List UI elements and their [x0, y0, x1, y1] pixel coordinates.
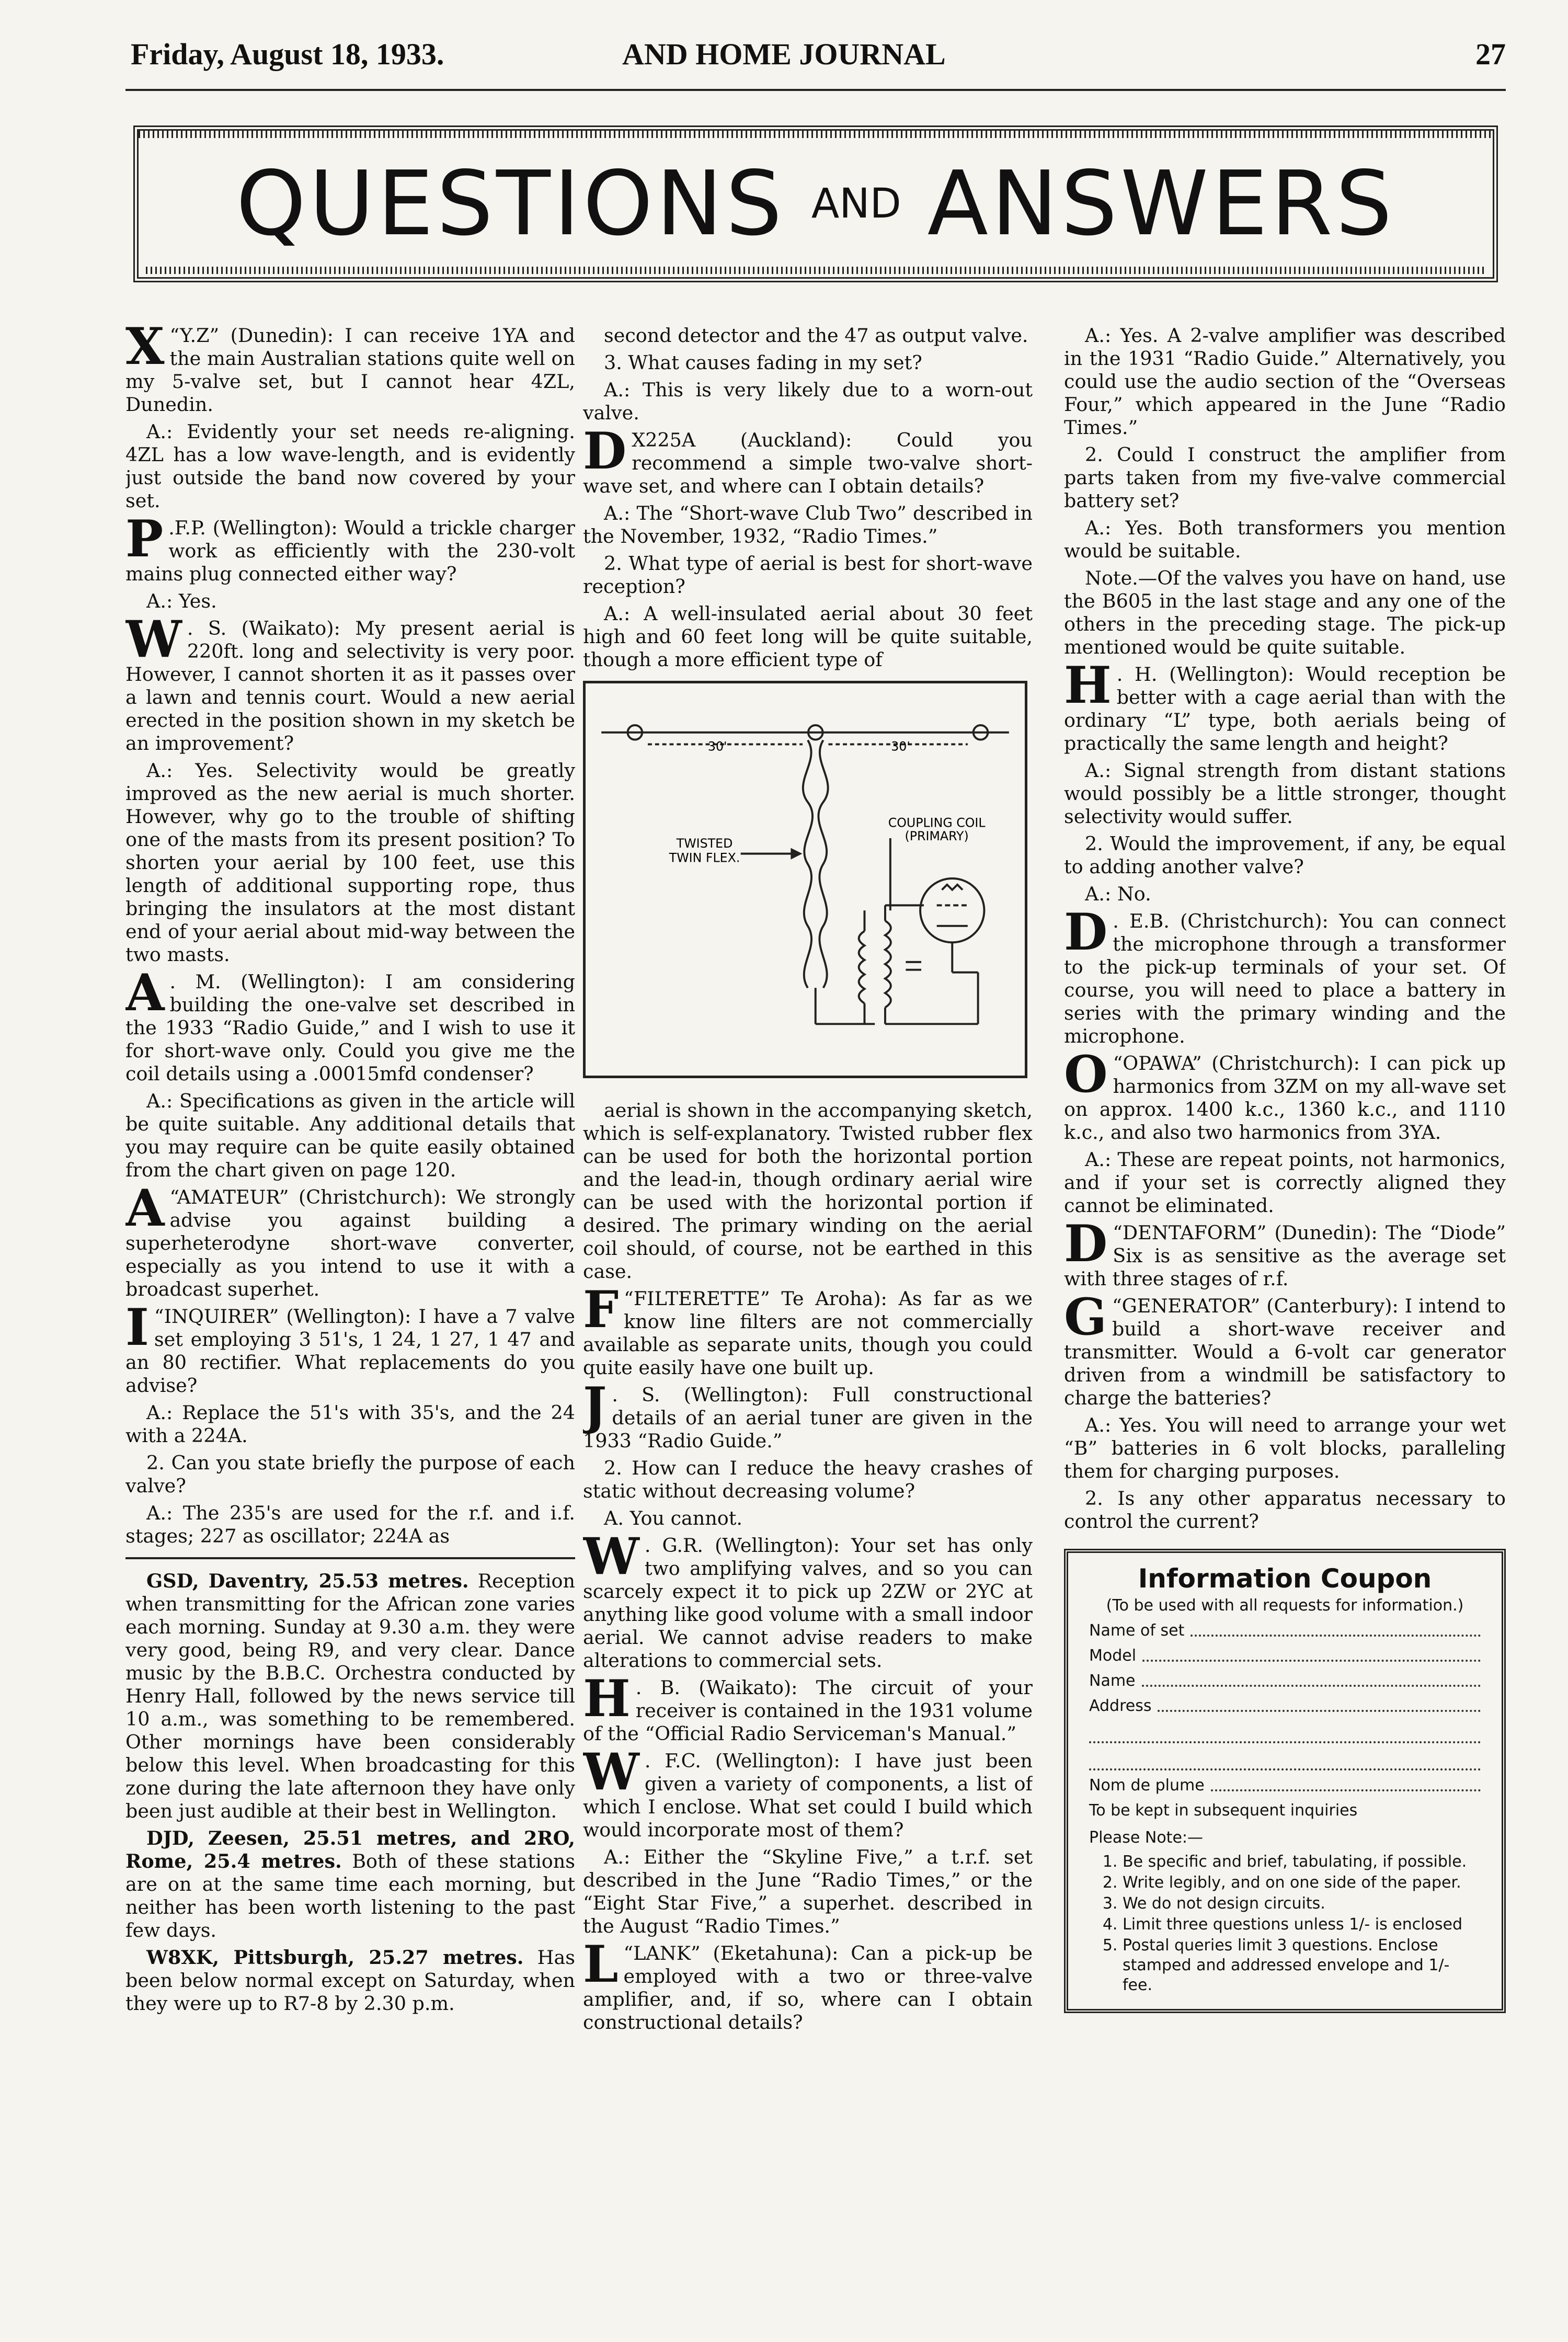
paragraph — [1064, 1214, 1506, 1290]
paragraph — [125, 420, 575, 512]
paragraph-text: A.: Replace the 51's with 35's, and the 24 with a 224A. — [125, 1401, 575, 1447]
paragraph — [1064, 1148, 1506, 1217]
paragraph-text: “LANK” (Eketahuna): Can a pick-up be employed with a two or three-valve amplifier, and, if so, where can I obtain constructional details? — [583, 1942, 1033, 2033]
drop-cap: P — [125, 509, 164, 568]
diagram-dimension-right: 30' — [891, 739, 910, 754]
information-coupon — [1064, 1549, 1506, 2013]
paragraph-text: A. You cannot. — [604, 1507, 743, 1529]
paragraph-text: 2. Can you state briefly the purpose of each valve? — [125, 1452, 575, 1497]
coupon-rules — [1089, 1852, 1481, 1995]
paragraph — [583, 421, 1033, 498]
paragraph — [583, 1935, 1033, 2034]
banner-word-and: AND — [811, 180, 901, 227]
drop-cap: F — [583, 1280, 619, 1339]
paragraph-text: A.: The “Short-wave Club Two” described in the November, 1932, “Radio Times.” — [583, 502, 1033, 547]
paragraph — [583, 502, 1033, 548]
aerial-diagram — [583, 681, 1027, 1078]
drop-cap: D — [1064, 1214, 1108, 1273]
paragraph — [583, 324, 1033, 347]
paragraph — [1064, 902, 1506, 1048]
paragraph — [1064, 759, 1506, 828]
paragraph — [1064, 517, 1506, 563]
paragraph — [1064, 567, 1506, 659]
paragraph — [1064, 883, 1506, 906]
paragraph — [125, 1401, 575, 1447]
paragraph-text: .F.P. (Wellington): Would a trickle charger work as efficiently with the 230-volt mains plug connected either way? — [125, 517, 575, 585]
drop-cap: D — [1064, 902, 1108, 962]
paragraph — [583, 1742, 1033, 1842]
paragraph-text: . M. (Wellington): I am considering building the one-valve set described in the 1933 “Radio Guide,” and I wish to use it for short-wave only. Could you give me the coil details using a .00015mfd condenser? — [125, 970, 575, 1085]
coupon-field-name[interactable]: Name — [1089, 1671, 1481, 1691]
paragraph-text: “AMATEUR” (Christchurch): We strongly advise you against building a superheterodyne short-wave converter, especially as you intend to use it with a broadcast superhet. — [125, 1186, 575, 1300]
paragraph-text: . S. (Waikato): My present aerial is 220ft. long and selectivity is very poor. However, I cannot shorten it as it passes over a lawn and tennis court. Would a new aerial erected in the position shown in my sketch be an improvement? — [125, 617, 575, 755]
drop-cap: W — [125, 610, 182, 669]
paragraph — [583, 1376, 1033, 1453]
station-name: GSD, Daventry, 25.53 metres. — [146, 1570, 469, 1592]
coupon-rule: 2. Write legibly, and on one side of the paper. — [1123, 1873, 1481, 1893]
coupon-subtitle: (To be used with all requests for information.) — [1106, 1596, 1464, 1615]
coupon-title: Information Coupon — [1138, 1563, 1432, 1594]
drop-cap: O — [1064, 1045, 1108, 1104]
drop-cap: I — [125, 1298, 149, 1357]
paragraph-text: “GENERATOR” (Canterbury): I intend to build a short-wave receiver and transmitter. Would a 6-volt car generator driven from a windmill be satisfactory to charge the batteries? — [1064, 1295, 1506, 1409]
paragraph — [583, 1527, 1033, 1672]
paragraph-text: A.: No. — [1085, 883, 1151, 905]
coupon-blank-line[interactable] — [1089, 1721, 1481, 1743]
paragraph — [1064, 1045, 1506, 1144]
paragraph-text: A.: A well-insulated aerial about 30 feet high and 60 feet long will be quite suitable, though a more efficient type of — [583, 602, 1033, 671]
paragraph-text: . B. (Waikato): The circuit of your receiver is contained in the 1931 volume of the “Official Radio Serviceman's Manual.” — [583, 1676, 1033, 1745]
drop-cap: G — [1064, 1287, 1107, 1346]
issue-date: Friday, August 18, 1933. — [131, 37, 444, 71]
station-report — [125, 1946, 575, 2015]
banner-word-questions: QUESTIONS — [236, 152, 785, 256]
paragraph — [583, 1669, 1033, 1745]
paragraph-text: “OPAWA” (Christchurch): I can pick up harmonics from 3ZM on my all-wave set on approx. 1400 k.c., 1360 k.c., and 1110 k.c., and also two harmonics from 3YA. — [1064, 1052, 1506, 1144]
paragraph-text: A.: Evidently your set needs re-aligning. 4ZL has a low wave-length, and is evidently just outside the band now covered by your set. — [125, 420, 575, 512]
column-1 — [125, 324, 575, 2311]
paragraph-text: . G.R. (Wellington): Your set has only two amplifying valves, and so you can scarcely expect it to pick up 2ZW or 2YC at anything like good volume with a small indoor aerial. We cannot advise readers to make alterations to commercial sets. — [583, 1534, 1033, 1672]
paragraph — [583, 1099, 1033, 1283]
paragraph-text: 3. What causes fading in my set? — [604, 351, 922, 374]
diagram-label-primary: (PRIMARY) — [905, 829, 969, 843]
station-name: DJD, Zeesen, 25.51 metres, and 2RO, Rome, 25.4 metres. — [125, 1827, 575, 1872]
paragraph — [125, 610, 575, 755]
paragraph-text: A.: Yes. You will need to arrange your wet “B” batteries in 6 volt blocks, paralleling them for charging purposes. — [1064, 1414, 1506, 1482]
paragraph — [125, 1090, 575, 1182]
diagram-label-coupling-coil: COUPLING COIL — [888, 815, 986, 830]
paragraph — [1064, 832, 1506, 878]
paragraph — [1064, 656, 1506, 755]
paragraph-text: A.: This is very likely due to a worn-out valve. — [583, 379, 1033, 424]
coupon-rule: 1. Be specific and brief, tabulating, if possible. — [1123, 1852, 1481, 1872]
coupon-note-heading: Please Note:— — [1089, 1829, 1204, 1847]
paragraph — [583, 602, 1033, 671]
paragraph-text: . S. (Wellington): Full constructional details of an aerial tuner are given in the 1933 “Radio Guide.” — [583, 1384, 1033, 1452]
paragraph-text: 2. Is any other apparatus necessary to control the current? — [1064, 1487, 1506, 1533]
paragraph-text: 2. What type of aerial is best for short-wave reception? — [583, 552, 1033, 598]
paragraph — [583, 1507, 1033, 1530]
paragraph-text: X225A (Auckland): Could you recommend a simple two-valve short-wave set, and where can I obtain details? — [583, 429, 1033, 497]
paragraph-text: “FILTERETTE” Te Aroha): As far as we know line filters are not commercially available as separate units, though you could quite easily have one built up. — [583, 1287, 1033, 1379]
paragraph-text: A.: The 235's are used for the r.f. and i.f. stages; 227 as oscillator; 224A as — [125, 1502, 575, 1547]
coupon-rule: 4. Limit three questions unless 1/- is enclosed — [1123, 1915, 1481, 1935]
paragraph — [125, 1179, 575, 1301]
station-text: Reception when transmitting for the African zone varies each morning. Sunday at 9.30 a.m. they were very good, being R9, and very clear. Dance music by the B.B.C. Orchestra conducted by Henry Hall, followed by the news service till 10 a.m., was something to be remembered. Other mornings have been considerably below this level. When broadcasting for this zone during the late afternoon they have only been just audible at their best in Wellington. — [125, 1570, 575, 1822]
paragraph-text: A.: These are repeat points, not harmonics, and if your set is correctly aligned they cannot be eliminated. — [1064, 1148, 1506, 1217]
drop-cap: J — [583, 1376, 607, 1435]
station-report — [125, 1827, 575, 1942]
paragraph-text: A.: Yes. Selectivity would be greatly improved as the new aerial is much shorter. However, why go to the trouble of shifting one of the masts from its present position? To shorten your aerial by 100 feet, use this length of additional supporting rope, thus bringing the insulators at the most distant end of your aerial about mid-way between the two masts. — [125, 759, 575, 966]
column-2 — [583, 324, 1033, 2311]
paragraph — [1064, 443, 1506, 512]
paragraph-text: aerial is shown in the accompanying sketch, which is self-explanatory. Twisted rubber flex can be used for both the horizontal portion and the lead-in, though ordinary aerial wire can be used with the horizontal portion if desired. The primary winding on the aerial coil should, of course, not be earthed in this case. — [583, 1099, 1033, 1283]
paragraph — [125, 963, 575, 1086]
coupon-rule: 3. We do not design circuits. — [1123, 1894, 1481, 1914]
paragraph — [583, 552, 1033, 598]
paragraph — [125, 1298, 575, 1397]
diagram-dimension-left: 30' — [707, 739, 727, 754]
coupon-field-address[interactable]: Address — [1089, 1696, 1481, 1716]
drop-cap: A — [125, 1179, 165, 1238]
paragraph-text: A.: Yes. — [146, 590, 217, 612]
column-3 — [1064, 324, 1506, 2311]
paragraph — [125, 1452, 575, 1498]
coupon-field-nom-de-plume[interactable]: Nom de plume — [1089, 1776, 1481, 1796]
paragraph — [125, 759, 575, 966]
paragraph-text: . E.B. (Christchurch): You can connect the microphone through a transformer to the pick-up terminals of your set. Of course, you will need to place a battery in series with the primary winding and the microphone. — [1064, 910, 1506, 1047]
drop-cap: X — [125, 324, 165, 376]
paragraph — [583, 351, 1033, 374]
paragraph — [1064, 1487, 1506, 1533]
station-name: W8XK, Pittsburgh, 25.27 metres. — [146, 1946, 524, 1969]
paragraph — [583, 379, 1033, 425]
paragraph-text: 2. How can I reduce the heavy crashes of static without decreasing volume? — [583, 1457, 1033, 1502]
coupon-field-set-name[interactable]: Name of set — [1089, 1621, 1481, 1641]
drop-cap: H — [583, 1669, 631, 1728]
paragraph — [1064, 324, 1506, 439]
drop-cap: W — [583, 1527, 639, 1586]
paragraph-text: A.: Yes. A 2-valve amplifier was described in the 1931 “Radio Guide.” Alternatively, you could use the audio section of the “Overseas Four,” which appeared in the June “Radio Times.” — [1064, 324, 1506, 439]
drop-cap: A — [125, 963, 165, 1022]
column-rule — [125, 1557, 575, 1559]
paragraph — [583, 1280, 1033, 1379]
paragraph-text: “INQUIRER” (Wellington): I have a 7 valve set employing 3 51's, 1 24, 1 27, 1 47 and an 80 rectifier. What replacements do you advise? — [125, 1305, 575, 1397]
banner-word-answers: ANSWERS — [927, 152, 1395, 256]
paragraph-text: . H. (Wellington): Would reception be better with a cage aerial than with the ordinary “L” type, both aerials being of practically the same length and height? — [1064, 663, 1506, 755]
paragraph — [125, 1502, 575, 1548]
paragraph-text: A.: Either the “Skyline Five,” a t.r.f. set described in the June “Radio Times,” or the “Eight Star Five,” a superhet. described in the August “Radio Times.” — [583, 1846, 1033, 1937]
drop-cap: W — [583, 1742, 639, 1801]
paragraph — [1064, 1414, 1506, 1483]
header-rule — [125, 89, 1506, 91]
paragraph-text: second detector and the 47 as output valve. — [604, 324, 1028, 347]
paragraph — [583, 1846, 1033, 1938]
paragraph-text: “DENTAFORM” (Dunedin): The “Diode” Six is as sensitive as the average set with three stages of r.f. — [1064, 1221, 1506, 1290]
diagram-label-twin-flex: TWIN FLEX. — [669, 850, 740, 865]
paragraph — [125, 509, 575, 586]
station-text: Both of these stations are on at the same time each morning, but neither has been worth listening to the past few days. — [125, 1850, 575, 1941]
coupon-nom-note: To be kept in subsequent inquiries — [1089, 1801, 1358, 1820]
page-number: 27 — [1475, 37, 1506, 71]
paragraph — [125, 324, 575, 416]
page-header — [125, 37, 1506, 84]
paragraph-text: “Y.Z” (Dunedin): I can receive 1YA and the main Australian stations quite well on my 5-valve set, but I cannot hear 4ZL, Dunedin. — [125, 324, 575, 416]
coupon-field-model[interactable]: Model — [1089, 1646, 1481, 1666]
paragraph-text: 2. Could I construct the amplifier from parts taken from my five-valve commercial battery set? — [1064, 443, 1506, 512]
paragraph — [1064, 1287, 1506, 1410]
paragraph-text: . F.C. (Wellington): I have just been given a variety of components, a list of which I enclose. What set could I build which would incorporate most of them? — [583, 1750, 1033, 1841]
diagram-label-twisted: TWISTED — [676, 836, 733, 851]
section-banner — [133, 125, 1498, 282]
paragraph — [583, 1457, 1033, 1503]
paragraph — [125, 590, 575, 613]
drop-cap: L — [583, 1935, 619, 1994]
coupon-rule: 5. Postal queries limit 3 questions. Enclose stamped and addressed envelope and 1/- fee. — [1123, 1936, 1481, 1995]
paragraph-text: A.: Signal strength from distant stations would possibly be a little stronger, thought selectivity would suffer. — [1064, 759, 1506, 828]
paragraph-text: A.: Yes. Both transformers you mention would be suitable. — [1064, 517, 1506, 562]
drop-cap: H — [1064, 656, 1112, 715]
station-report — [125, 1570, 575, 1823]
coupon-blank-line[interactable] — [1089, 1749, 1481, 1770]
drop-cap: D — [583, 421, 627, 481]
paragraph-text: 2. Would the improvement, if any, be equal to adding another valve? — [1064, 832, 1506, 878]
journal-name: AND HOME JOURNAL — [622, 37, 946, 71]
paragraph-text: Note.—Of the valves you have on hand, use the B605 in the last stage and any one of the others in the preceding stage. The pick-up mentioned would be quite suitable. — [1064, 567, 1506, 658]
paragraph-text: A.: Specifications as given in the article will be quite suitable. Any additional details that you may require can be quite easily obtained from the chart given on page 120. — [125, 1090, 575, 1181]
station-text: Has been below normal except on Saturday, when they were up to R7-8 by 2.30 p.m. — [125, 1946, 575, 2015]
